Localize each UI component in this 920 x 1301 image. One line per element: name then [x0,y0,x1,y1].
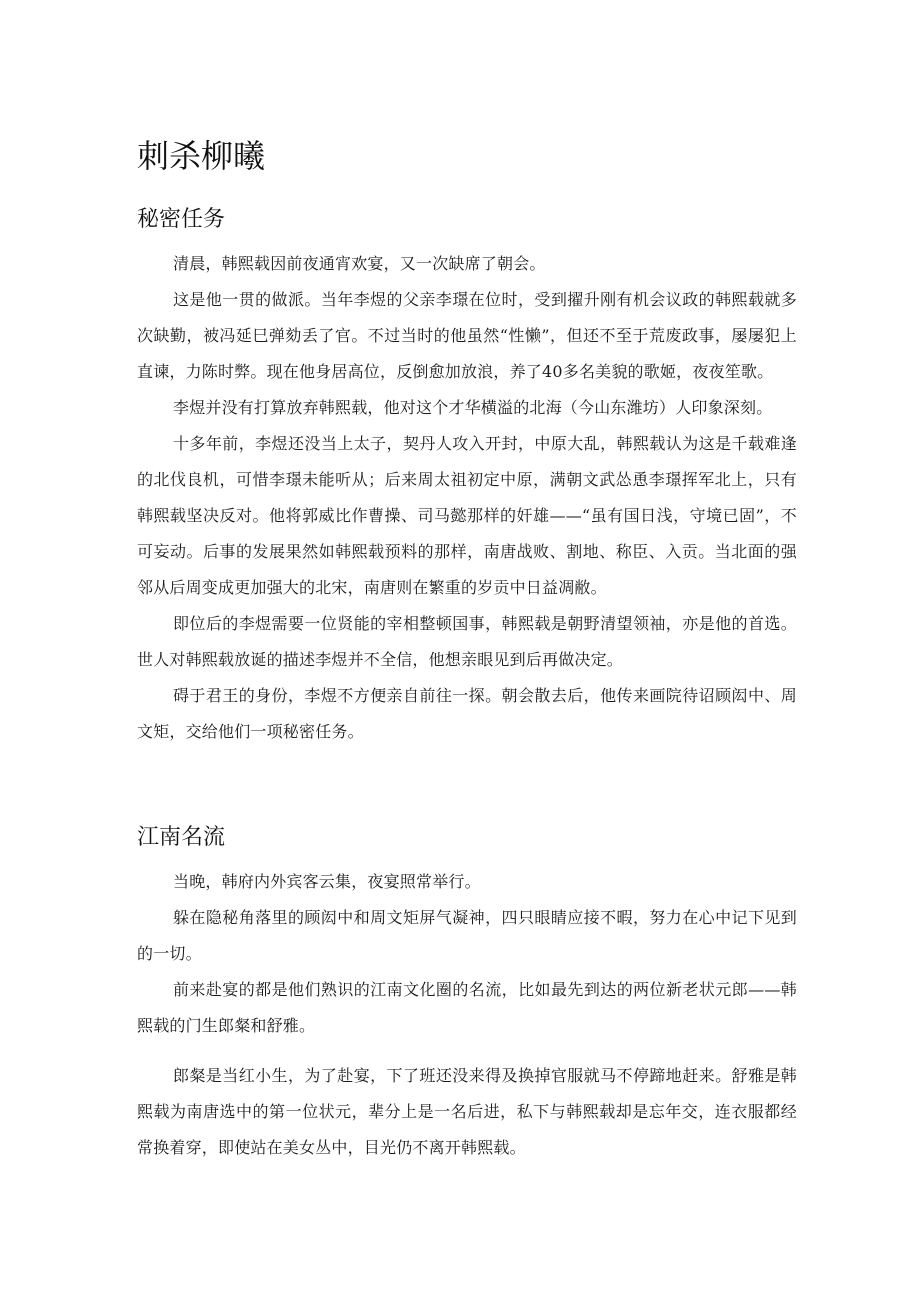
section-heading: 江南名流 [137,825,226,850]
section-jiangnan-celebrities [137,820,797,1166]
paragraph: 郎粲是当红小生，为了赴宴，下了班还没来得及换掉官服就马不停蹄地赶来。舒雅是韩熙载为南唐选中的第一位状元，辈分上是一名后进，私下与韩熙载却是忘年交，连衣服都经常换着穿，即使站在美女丛中，目光仍不离开韩熙载。 [137,1066,797,1157]
section-heading: 秘密任务 [137,207,226,232]
paragraph: 李煜并没有打算放弃韩熙载，他对这个才华横溢的北海（今山东潍坊）人印象深刻。 [173,398,773,417]
paragraph: 躲在隐秘角落里的顾闳中和周文矩屏气凝神，四只眼睛应接不暇，努力在心中记下见到的一切。 [137,908,797,963]
paragraph: 前来赴宴的都是他们熟识的江南文化圈的名流，比如最先到达的两位新老状元郎——韩熙载的门生郎粲和舒雅。 [137,980,797,1035]
paragraph: 即位后的李煜需要一位贤能的宰相整顿国事，韩熙载是朝野清望领袖，亦是他的首选。世人对韩熙载放诞的描述李煜并不全信，他想亲眼见到后再做决定。 [137,614,797,669]
paragraph: 清晨，韩熙载因前夜通宵欢宴，又一次缺席了朝会。 [173,254,546,273]
section-secret-mission [137,202,797,750]
paragraph: 这是他一贯的做派。当年李煜的父亲李璟在位时，受到擢升刚有机会议政的韩熙载就多次缺勤，被冯延巳弹劾丢了官。不过当时的他虽然“性懒”，但还不至于荒废政事，屡屡犯上直谏，力陈时弊。现在他身居高位，反倒愈加放浪，养了40多名美貌的歌姬，夜夜笙歌。 [137,290,797,381]
paragraph: 十多年前，李煜还没当上太子，契丹人攻入开封，中原大乱，韩熙载认为这是千载难逢的北伐良机，可惜李璟未能听从；后来周太祖初定中原，满朝文武怂恿李璟挥军北上，只有韩熙载坚决反对。他将郭威比作曹操、司马懿那样的奸雄——“虽有国日浅，守境已固”，不可妄动。后事的发展果然如韩熙载预料的那样，南唐战败、割地、称臣、入贡。当北面的强邻从后周变成更加强大的北宋，南唐则在繁重的岁贡中日益凋敝。 [137,434,797,597]
paragraph: 当晚，韩府内外宾客云集，夜宴照常举行。 [173,872,481,891]
document-title: 刺杀柳曦 [137,137,266,175]
paragraph: 碍于君王的身份，李煜不方便亲自前往一探。朝会散去后，他传来画院待诏顾闳中、周文矩，交给他们一项秘密任务。 [137,686,797,741]
